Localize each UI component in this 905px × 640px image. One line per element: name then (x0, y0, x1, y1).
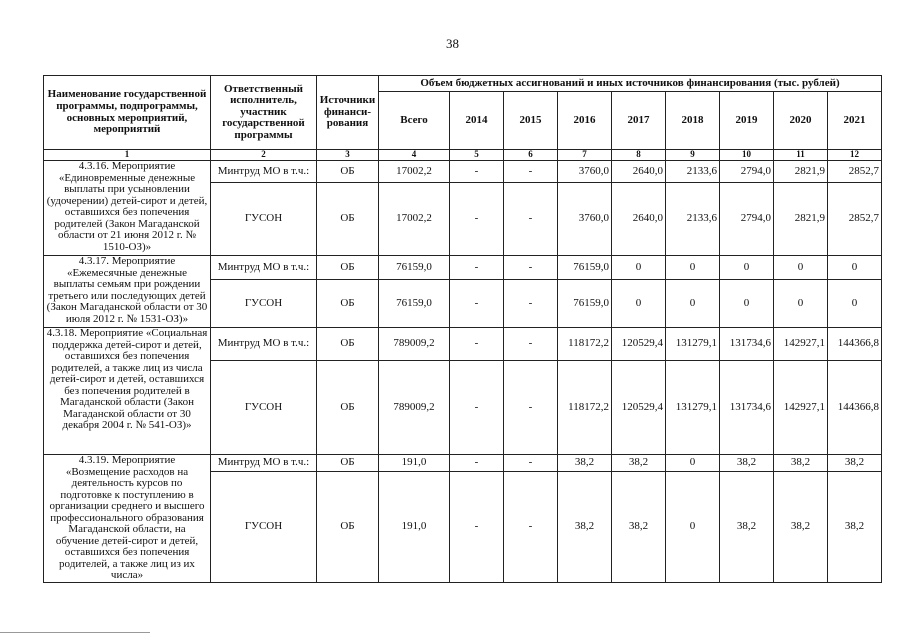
table-row (44, 328, 882, 361)
header-year: 2021 (828, 92, 882, 150)
column-index: 12 (828, 150, 882, 161)
value-cell: 2133,6 (666, 183, 720, 256)
value-cell: 2794,0 (720, 161, 774, 183)
table-row (44, 161, 882, 183)
total-cell: 191,0 (379, 471, 450, 583)
header-year: 2017 (612, 92, 666, 150)
value-cell: - (450, 161, 504, 183)
source-cell: ОБ (317, 455, 379, 472)
source-cell: ОБ (317, 471, 379, 583)
total-cell: 191,0 (379, 455, 450, 472)
value-cell: - (450, 455, 504, 472)
value-cell: - (450, 183, 504, 256)
value-cell: 38,2 (828, 471, 882, 583)
value-cell: - (504, 455, 558, 472)
value-cell: 38,2 (612, 455, 666, 472)
header-source: Источники финанси-рования (317, 76, 379, 150)
value-cell: - (450, 280, 504, 328)
executor-cell: ГУСОН (211, 183, 317, 256)
budget-table (43, 75, 882, 583)
executor-cell: Минтруд МО в т.ч.: (211, 328, 317, 361)
value-cell: 142927,1 (774, 328, 828, 361)
value-cell: 0 (666, 471, 720, 583)
value-cell: 2852,7 (828, 183, 882, 256)
bottom-rule (0, 632, 150, 633)
header-year: 2019 (720, 92, 774, 150)
column-index: 10 (720, 150, 774, 161)
value-cell: - (504, 361, 558, 455)
source-cell: ОБ (317, 361, 379, 455)
header-year: 2015 (504, 92, 558, 150)
source-cell: ОБ (317, 183, 379, 256)
total-cell: 76159,0 (379, 280, 450, 328)
executor-cell: Минтруд МО в т.ч.: (211, 256, 317, 280)
value-cell: 2133,6 (666, 161, 720, 183)
value-cell: 144366,8 (828, 361, 882, 455)
column-index: 4 (379, 150, 450, 161)
measure-name: 4.3.17. Мероприятие «Ежемесячные денежные выплаты семьям при рождении третьего или последующих детей (Закон Магаданской области от 30 июля 2012 г. № 1531-ОЗ)» (44, 256, 211, 328)
total-cell: 789009,2 (379, 361, 450, 455)
value-cell: 142927,1 (774, 361, 828, 455)
value-cell: - (504, 183, 558, 256)
executor-cell: ГУСОН (211, 471, 317, 583)
value-cell: 131279,1 (666, 361, 720, 455)
column-index: 3 (317, 150, 379, 161)
total-cell: 76159,0 (379, 256, 450, 280)
source-cell: ОБ (317, 161, 379, 183)
value-cell: 118172,2 (558, 328, 612, 361)
value-cell: 0 (720, 256, 774, 280)
value-cell: - (450, 471, 504, 583)
value-cell: 38,2 (612, 471, 666, 583)
value-cell: 2852,7 (828, 161, 882, 183)
header-executor: Ответственный исполнитель, участник государственной программы (211, 76, 317, 150)
column-index: 7 (558, 150, 612, 161)
value-cell: 38,2 (828, 455, 882, 472)
table-row (44, 256, 882, 280)
total-cell: 17002,2 (379, 161, 450, 183)
source-cell: ОБ (317, 280, 379, 328)
header-name: Наименование государственной программы, подпрограммы, основных мероприятий, мероприятий (44, 76, 211, 150)
value-cell: 3760,0 (558, 161, 612, 183)
value-cell: - (504, 280, 558, 328)
table-row (44, 455, 882, 472)
column-index: 8 (612, 150, 666, 161)
value-cell: 120529,4 (612, 361, 666, 455)
value-cell: 2821,9 (774, 183, 828, 256)
value-cell: 131734,6 (720, 361, 774, 455)
column-index: 11 (774, 150, 828, 161)
value-cell: 2794,0 (720, 183, 774, 256)
value-cell: 0 (666, 280, 720, 328)
executor-cell: Минтруд МО в т.ч.: (211, 161, 317, 183)
value-cell: 0 (828, 256, 882, 280)
value-cell: - (450, 328, 504, 361)
value-cell: 38,2 (720, 471, 774, 583)
value-cell: - (450, 256, 504, 280)
value-cell: 0 (612, 256, 666, 280)
value-cell: 38,2 (774, 471, 828, 583)
value-cell: 0 (666, 256, 720, 280)
value-cell: 144366,8 (828, 328, 882, 361)
value-cell: 0 (720, 280, 774, 328)
measure-name: 4.3.18. Мероприятие «Социальная поддержка детей-сирот и детей, оставшихся без попечения родителей, а также лиц из числа детей-сирот и детей, оставшихся без попечения родителей в Магаданской области (Закон Магаданской области от 30 декабря 2004 г. № 541-ОЗ)» (44, 328, 211, 455)
column-index-row (44, 150, 882, 161)
executor-cell: ГУСОН (211, 280, 317, 328)
value-cell: - (504, 256, 558, 280)
measure-name: 4.3.19. Мероприятие «Возмещение расходов на деятельность курсов по подготовке к поступлению в организации среднего и высшего профессионального образования Магаданской области, на обучение детей-сирот и детей, оставшихся без попечения родителей, а также лиц из их числа» (44, 455, 211, 583)
value-cell: 2640,0 (612, 161, 666, 183)
value-cell: 0 (774, 280, 828, 328)
value-cell: 76159,0 (558, 280, 612, 328)
value-cell: 3760,0 (558, 183, 612, 256)
value-cell: 0 (666, 455, 720, 472)
header-year: 2016 (558, 92, 612, 150)
value-cell: 0 (774, 256, 828, 280)
value-cell: 2821,9 (774, 161, 828, 183)
total-cell: 17002,2 (379, 183, 450, 256)
header-year: 2020 (774, 92, 828, 150)
measure-name: 4.3.16. Мероприятие «Единовременные денежные выплаты при усыновлении (удочерении) детей-сирот и детей, оставшихся без попечения родителей (Закон Магаданской области от 21 июня 2012 г. № 1510-ОЗ)» (44, 161, 211, 256)
total-cell: 789009,2 (379, 328, 450, 361)
header-volume: Объем бюджетных ассигнований и иных источников финансирования (тыс. рублей) (379, 76, 882, 92)
value-cell: 118172,2 (558, 361, 612, 455)
column-index: 2 (211, 150, 317, 161)
header-year: 2018 (666, 92, 720, 150)
value-cell: 76159,0 (558, 256, 612, 280)
page-number: 38 (446, 36, 459, 51)
header-year: 2014 (450, 92, 504, 150)
value-cell: 38,2 (774, 455, 828, 472)
source-cell: ОБ (317, 328, 379, 361)
value-cell: 131279,1 (666, 328, 720, 361)
column-index: 1 (44, 150, 211, 161)
header-total: Всего (379, 92, 450, 150)
column-index: 9 (666, 150, 720, 161)
value-cell: 131734,6 (720, 328, 774, 361)
value-cell: 0 (828, 280, 882, 328)
executor-cell: Минтруд МО в т.ч.: (211, 455, 317, 472)
column-index: 6 (504, 150, 558, 161)
value-cell: 38,2 (558, 471, 612, 583)
executor-cell: ГУСОН (211, 361, 317, 455)
value-cell: 0 (612, 280, 666, 328)
value-cell: 2640,0 (612, 183, 666, 256)
value-cell: - (504, 471, 558, 583)
value-cell: - (504, 328, 558, 361)
value-cell: - (450, 361, 504, 455)
column-index: 5 (450, 150, 504, 161)
value-cell: - (504, 161, 558, 183)
source-cell: ОБ (317, 256, 379, 280)
value-cell: 38,2 (720, 455, 774, 472)
value-cell: 38,2 (558, 455, 612, 472)
value-cell: 120529,4 (612, 328, 666, 361)
